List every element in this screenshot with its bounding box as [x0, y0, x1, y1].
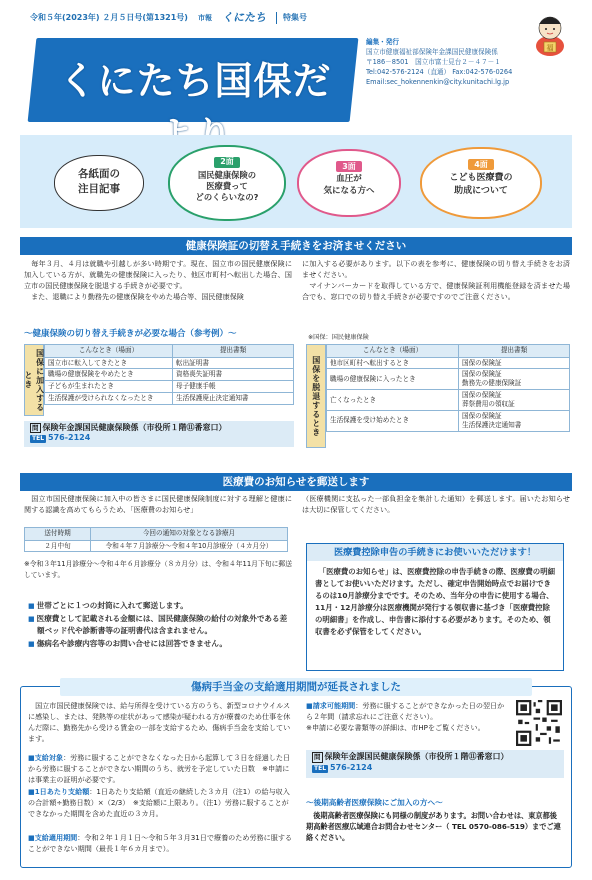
inquiry-mark: 問 [314, 753, 321, 761]
mailing-note: ※令和３年11月診療分～令和４年６月診療分（８カ月分）は、令和４年11月下旬に郵送しています。 [24, 560, 292, 579]
list-item: ■ 傷病名や診療内容等のお問い合せには回答できません。 [28, 638, 292, 651]
col-header-docs: 提出書類 [459, 345, 570, 358]
inquiry-mark: 問 [32, 424, 39, 432]
claim-key: 請求可能期間 [312, 701, 356, 710]
square-bullet-icon: ■ [28, 753, 35, 762]
col-header-case: こんなとき（場面） [327, 345, 459, 358]
table-row [45, 393, 294, 405]
case-cell: 職場の健康保険をやめたとき [45, 369, 173, 381]
editor-label: 編集・発行 [366, 38, 399, 46]
table-row [327, 357, 570, 369]
join-label: 国保に加入するとき [24, 344, 44, 416]
paragraph-text: に加入する必要があります。以下の表を参考に、健康保険の切り替え手続きをお済ませください。 [302, 259, 570, 279]
issue-date: 令和５年(2023年) ２月５日号(第1321号) [30, 13, 188, 23]
elderly-text: 後期高齢者医療保険にも同様の制度があります。お問い合わせは、東京都後期高齢者医療広域連合お問合わせセンター（ TEL 0570-086-519）までご連絡ください。 [306, 811, 561, 843]
highlights-band [20, 135, 572, 228]
docs-cell [459, 411, 570, 432]
doc-line: 国保の保険証 [462, 358, 502, 367]
contact-tel[interactable]: 576-2124 [330, 762, 373, 772]
editor-line: Tel:042-576-2124（直通） Fax:042-576-0264 [366, 67, 513, 76]
contact-tel[interactable]: 576-2124 [48, 433, 91, 443]
docs-cell: 資格喪失証明書 [173, 369, 294, 381]
case-cell: 他市区町村へ転出するとき [327, 357, 459, 369]
list-item: ■ 世帯ごとに１つの封筒に入れて郵送します。 [28, 600, 292, 613]
table-row [327, 369, 570, 390]
col-header-target-months: 今回の通知の対象となる診療月 [91, 528, 288, 541]
highlights-intro-line: 注目記事 [78, 182, 120, 195]
table-row [25, 540, 288, 552]
section2-title: 医療費のお知らせを郵送します [20, 473, 572, 491]
section1-title: 健康保険証の切替え手続きをお済ませください [20, 237, 572, 255]
square-bullet-icon: ■ [28, 833, 35, 842]
amount-key: 1日あたり支給額 [34, 787, 90, 796]
highlights-intro-line: 各紙面の [78, 168, 120, 180]
table-row [327, 390, 570, 411]
issue-line [30, 10, 575, 26]
period-text: ：令和２年１月１日～令和５年３月31日で療養のため労務に服することができない期間（最長１年６カ月まで）。 [28, 833, 293, 853]
example-heading: ～健康保険の切り替え手続きが必要な場合（参考例）～ [24, 329, 237, 339]
send-period-cell: ２月中旬 [25, 540, 91, 552]
highlights-intro [54, 155, 144, 211]
docs-cell [459, 390, 570, 411]
page-badge: 2面 [214, 157, 240, 168]
leave-label: 国保を脱退するとき [306, 344, 326, 448]
highlight-line: 血圧が [336, 174, 362, 185]
section2-left-para: 国立市国民健康保険に加入中の皆さまに国民健康保険制度に対する理解と健康に関する認識を高めてもらうため、「医療費のお知らせ」 [24, 494, 292, 514]
leave-table [326, 344, 570, 432]
paragraph-text: マイナンバーカードを取得している方で、健康保険証利用機能登録を済ませた場合でも、窓口での切り替え手続きが必要ですのでご注意ください。 [302, 280, 570, 301]
period-key: 支給適用期間 [34, 833, 78, 842]
highlight-page-3 [297, 149, 401, 217]
case-cell: 生活保護を受け始めたとき [327, 411, 459, 432]
tel-mark: TEL [32, 435, 45, 443]
doc-line: 生活保護決定通知書 [462, 420, 522, 429]
highlight-line: こども医療費の [449, 173, 513, 184]
section3-title: 傷病手当金の支給適用期間が延長されました [60, 678, 532, 696]
contact-name: 保険年金課国民健康保険係（市役所１階⑪番窓口） [42, 423, 227, 432]
mailing-bullets [28, 600, 292, 650]
table-row [45, 381, 294, 393]
table-row [45, 357, 294, 369]
amount-text: ：1日あたり支給額（直近の継続した３カ月（注1）の給与収入の合計額÷勤務日数）×（2/3） ※支給額に上限あり。（注1）労務に服することができなかった期間を含めた直近の３カ月。 [28, 787, 290, 818]
page-badge: 3面 [336, 161, 362, 172]
claim-text: ：労務に服することができなかった日の翌日から２年間（請求忘れにご注意ください）。 [306, 701, 505, 721]
doc-line: 国保の保険証 [462, 370, 502, 379]
masthead [20, 30, 572, 132]
daruma-mascot-icon [520, 6, 580, 56]
city-label: 市報 [197, 13, 212, 22]
highlight-page-2 [168, 145, 286, 221]
section3-contact [306, 750, 564, 778]
col-header-docs: 提出書類 [173, 345, 294, 358]
page-title: くにたち国保だ [58, 59, 332, 103]
case-cell: 職場の健康保険に入ったとき [327, 369, 459, 390]
col-header-case: こんなとき（場面） [45, 345, 173, 358]
join-table [44, 344, 294, 405]
sickness-claim [306, 701, 510, 734]
target-key: 支給対象 [34, 753, 64, 762]
tel-mark: TEL [314, 764, 327, 772]
sickness-amount [28, 787, 292, 820]
case-cell: 生活保護が受けられなくなったとき [45, 393, 173, 405]
highlight-line: 助成について [454, 185, 508, 196]
editor-line: Email:sec_hokennenkin@city.kunitachi.lg.jp [366, 77, 510, 86]
table-row [327, 411, 570, 432]
editor-line: 〒186－8501 国立市富士見台２－４７－１ [366, 57, 501, 66]
highlight-line: 国民健康保険の [197, 169, 257, 180]
page-badge: 4面 [468, 159, 494, 170]
sickness-period [28, 833, 292, 855]
highlight-line: 気になる方へ [323, 186, 375, 197]
mascot-badge: 福 [546, 44, 554, 52]
mailing-table [24, 527, 288, 552]
qr-code-icon[interactable] [516, 700, 562, 746]
target-months-cell: 令和４年７月診療分～令和４年10月診療分（４カ月分） [91, 540, 288, 552]
section1-contact [24, 421, 294, 447]
section1-left-para [24, 259, 292, 303]
doc-line: 国保の保険証 [462, 412, 502, 420]
highlight-line: どのくらいなの? [195, 192, 259, 203]
doc-line: 勤務先の健康保険証 [462, 379, 522, 388]
highlight-page-4 [420, 147, 542, 219]
paragraph-text: また、退職により勤務先の健康保険をやめた場合等、国民健康保険 [24, 291, 244, 301]
abbreviation-note: ※国保：国民健康保険 [308, 334, 369, 341]
doc-line: 国保の保険証 [462, 391, 502, 400]
claim-note: ※申請に必要な書類等の詳細は、市HPをご覧ください。 [306, 722, 485, 732]
elderly-heading: ～後期高齢者医療保険にご加入の方へ～ [306, 798, 443, 807]
medical-deduction-title: 医療費控除申告の手続きにお使いいただけます！ [307, 544, 563, 561]
docs-cell: 転出証明書 [173, 357, 294, 369]
docs-cell: 生活保護廃止決定通知書 [173, 393, 294, 405]
doc-line: 葬祭費用の領収証 [462, 400, 515, 409]
city-logo: くにたち [221, 11, 266, 25]
docs-cell [459, 357, 570, 369]
square-bullet-icon: ■ [306, 701, 313, 710]
section1-right-para [302, 259, 570, 303]
case-cell: 子どもが生まれたとき [45, 381, 173, 393]
highlight-line: 医療費って [206, 180, 248, 191]
docs-cell [459, 369, 570, 390]
paragraph-text: 毎年３月、４月は就職や引越しが多い時期です。現在、国立市の国民健康保険に加入している方が、就職先の健康保険に入ったり、他区市町村へ転出した場合、国立市の国民健康保険を脱退する手続きが必要です。 [24, 259, 292, 290]
docs-cell: 母子健康手帳 [173, 381, 294, 393]
list-item: ■ 医療費として記載される金額には、国民健康保険の給付の対象外である差額ベッド代や診断書等の証明書代は含まれません。 [28, 613, 292, 638]
section2-right-para: （医療機関に支払った一部負担金を集計した通知）を郵送します。届いたお知らせは大切に保管してください。 [302, 494, 570, 514]
target-text: ：労務に服することができなくなった日から起算して３日を経過した日から労務に服することができない期間のうち、就労を予定していた日数 ※申請には事業主の証明が必要です。 [28, 753, 291, 784]
table-row [45, 369, 294, 381]
medical-deduction-box [306, 543, 564, 671]
case-cell: 亡くなったとき [327, 390, 459, 411]
col-header-send-period: 送付時期 [25, 528, 91, 541]
square-bullet-icon: ■ [28, 787, 35, 796]
sickness-intro: 国立市国民健康保険では、給与所得を受けている方のうち、新型コロナウイルスに感染し、または、発熱等の症状があって感染が疑われる方が療養のため仕事を休んだ際に、勤務先から受ける賃金の一部を支給するため、傷病手当金を支給しています。 [28, 701, 291, 743]
contact-name: 保険年金課国民健康保険係（市役所１階⑪番窓口） [324, 752, 509, 761]
case-cell: 国立市に転入してきたとき [45, 357, 173, 369]
medical-deduction-body: 「医療費のお知らせ」は、医療費控除の申告手続きの際、医療費の明細書としてお使いいただけます。ただし、確定申告開始時点でお届けできるのは10月診療分までです。そのため、当年分の申告に使用する場合、11月・12月診療分は医療機関が発行する領収書に基づき「医療費控除の明細書」を作成し、申告書に添付する必要があります。そのため、領収書を必ず保管をしてください。 [315, 567, 555, 636]
special-issue-label: 特集号 [276, 12, 307, 24]
sickness-target [28, 753, 292, 786]
editor-line: 国立市健康福祉部保険年金課国民健康保険係 [366, 47, 498, 56]
